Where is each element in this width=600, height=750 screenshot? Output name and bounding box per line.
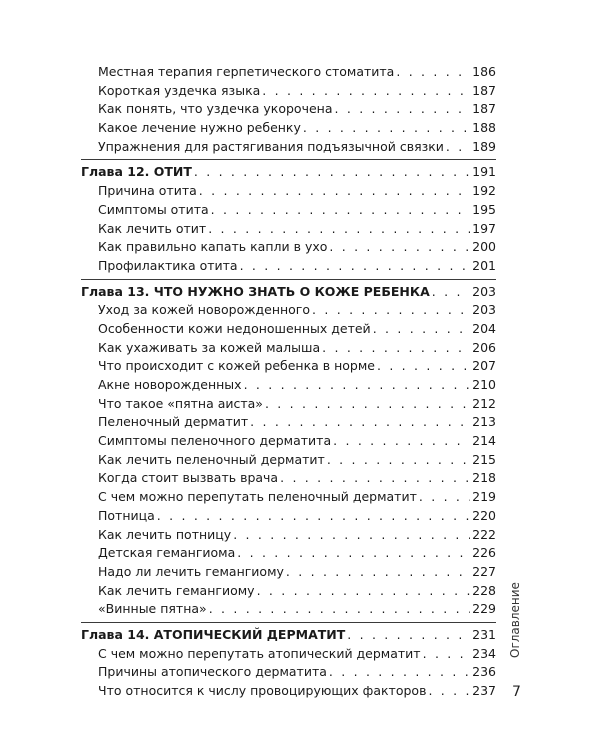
toc-entry[interactable] [81,63,496,82]
toc-leader-dots [432,283,470,302]
toc-leader-dots [329,663,470,682]
toc-entry[interactable] [81,182,496,201]
toc-leader-dots [211,201,470,220]
toc-entry[interactable] [81,395,496,414]
toc-entry[interactable] [81,645,496,664]
toc-entry[interactable] [81,339,496,358]
toc-entry-page: 227 [472,563,496,579]
toc-entry-title: Как правильно капать капли в ухо [98,239,328,255]
toc-entry[interactable] [81,600,496,619]
toc-entry[interactable] [81,469,496,488]
toc-leader-dots [327,451,470,470]
toc-entry-page: 189 [472,138,496,154]
toc-entry-page: 187 [472,101,496,117]
toc-entry-title: Уход за кожей новорожденного [98,302,311,318]
toc-entry[interactable] [81,138,496,157]
toc-leader-dots [240,257,471,276]
table-of-contents [81,63,496,707]
toc-group-continued [81,63,496,160]
toc-leader-dots [257,582,471,601]
toc-entry-title: Как понять, что уздечка укорочена [98,101,333,117]
toc-entry[interactable] [81,682,496,701]
toc-entry[interactable] [81,119,496,138]
toc-entry-page: 195 [472,201,496,217]
toc-entry[interactable] [81,357,496,376]
toc-entry-page: 229 [472,601,496,617]
toc-leader-dots [250,413,470,432]
toc-entry-title: Как лечить гемангиому [98,582,255,598]
toc-leader-dots [423,645,471,664]
toc-entry-page: 197 [472,220,496,236]
toc-entry-page: 218 [472,470,496,486]
toc-entry[interactable] [81,320,496,339]
toc-entry[interactable] [81,451,496,470]
toc-leader-dots [335,100,471,119]
toc-entry-title: Причины атопического дерматита [98,664,327,680]
toc-entry[interactable] [81,220,496,239]
toc-entry-title: Потница [98,507,155,523]
toc-leader-dots [396,63,470,82]
toc-entry-page: 210 [472,377,496,392]
toc-chapter-14 [81,626,496,704]
toc-entry-page: 200 [472,239,496,255]
toc-leader-dots [373,320,470,339]
toc-entry-page: 207 [472,358,496,374]
chapter-page: 203 [472,283,496,299]
toc-entry[interactable] [81,663,496,682]
chapter-heading[interactable] [81,626,496,645]
toc-entry-page: 213 [472,414,496,430]
chapter-heading[interactable] [81,283,496,302]
toc-entry[interactable] [81,544,496,563]
toc-leader-dots [428,682,470,701]
toc-entry[interactable] [81,526,496,545]
toc-leader-dots [312,301,470,320]
toc-entry-title: Короткая уздечка языка [98,82,261,98]
toc-leader-dots [237,544,470,563]
toc-entry-page: 222 [472,526,496,542]
toc-entry[interactable] [81,488,496,507]
toc-entry-page: 237 [472,683,496,698]
toc-entry[interactable] [81,563,496,582]
toc-leader-dots [244,376,471,395]
chapter-title: Глава 13. ЧТО НУЖНО ЗНАТЬ О КОЖЕ РЕБЕНКА [81,283,430,299]
toc-entry-page: 192 [472,183,496,199]
toc-leader-dots [446,138,470,157]
toc-entry-title: Профилактика отита [98,257,238,273]
toc-entry-title: Как лечить отит [98,220,207,236]
toc-entry-title: Какое лечение нужно ребенку [98,120,301,136]
toc-entry[interactable] [81,376,496,395]
toc-entry-title: Симптомы пеленочного дерматита [98,433,332,449]
toc-leader-dots [280,469,470,488]
toc-entry-title: Особенности кожи недоношенных детей [98,320,371,336]
toc-entry-page: 186 [472,64,496,79]
toc-leader-dots [209,600,470,619]
toc-entry-title: Когда стоит вызвать врача [98,470,279,486]
toc-leader-dots [157,507,470,526]
toc-entry-title: Местная терапия герпетического стоматита [98,64,395,79]
toc-entry-page: 236 [472,664,496,680]
toc-leader-dots [333,432,470,451]
toc-entry-title: Что такое «пятна аиста» [98,395,263,411]
toc-entry-title: С чем можно перепутать атопический дерматит [98,645,421,661]
chapter-title: Глава 12. ОТИТ [81,164,192,180]
toc-entry-page: 234 [472,645,496,661]
toc-entry-title: Детская гемангиома [98,545,236,561]
toc-leader-dots [303,119,470,138]
toc-leader-dots [377,357,470,376]
toc-entry-title: «Винные пятна» [98,601,207,617]
toc-leader-dots [194,163,470,182]
toc-entry-title: Пеленочный дерматит [98,414,249,430]
toc-entry-page: 204 [472,320,496,336]
toc-entry-title: Как ухаживать за кожей малыша [98,339,321,355]
toc-entry[interactable] [81,257,496,276]
toc-leader-dots [199,182,470,201]
toc-entry-page: 206 [472,339,496,355]
chapter-heading[interactable] [81,163,496,182]
toc-entry-title: Что происходит с кожей ребенка в норме [98,358,375,374]
toc-entry-title: Симптомы отита [98,201,209,217]
toc-entry-page: 214 [472,433,496,449]
toc-entry-page: 188 [472,120,496,136]
toc-chapter-12 [81,163,496,279]
toc-leader-dots [419,488,470,507]
toc-leader-dots [347,626,470,645]
toc-entry-title: Как лечить пеленочный дерматит [98,451,325,467]
toc-leader-dots [329,238,470,257]
toc-entry-title: Что относится к числу провоцирующих факторов [98,683,427,698]
toc-entry[interactable] [81,100,496,119]
toc-entry[interactable] [81,82,496,101]
chapter-title: Глава 14. АТОПИЧЕСКИЙ ДЕРМАТИТ [81,626,346,642]
toc-chapter-13 [81,283,496,623]
toc-entry[interactable] [81,507,496,526]
toc-entry[interactable] [81,432,496,451]
toc-entry[interactable] [81,582,496,601]
page-number: 7 [512,684,521,700]
toc-entry[interactable] [81,201,496,220]
toc-entry-title: Надо ли лечить гемангиому [98,563,284,579]
toc-leader-dots [208,220,470,239]
toc-entry-page: 187 [472,82,496,98]
toc-entry[interactable] [81,238,496,257]
section-side-label: Оглавление [508,582,522,658]
chapter-page: 191 [472,164,496,180]
toc-entry[interactable] [81,301,496,320]
toc-entry-page: 219 [472,489,496,505]
toc-entry-page: 201 [472,257,496,273]
toc-entry[interactable] [81,413,496,432]
toc-leader-dots [262,82,470,101]
toc-entry-title: Причина отита [98,183,197,199]
toc-entry-title: С чем можно перепутать пеленочный дерматит [98,489,417,505]
toc-entry-title: Упражнения для растягивания подъязычной связки [98,138,444,154]
toc-leader-dots [286,563,470,582]
toc-entry-page: 203 [472,302,496,318]
toc-entry-title: Как лечить потницу [98,526,232,542]
toc-leader-dots [265,395,470,414]
toc-leader-dots [322,339,470,358]
toc-entry-page: 212 [472,395,496,411]
toc-entry-page: 226 [472,545,496,561]
toc-leader-dots [233,526,470,545]
chapter-page: 231 [472,626,496,642]
toc-entry-page: 228 [472,582,496,598]
toc-entry-title: Акне новорожденных [98,377,242,392]
toc-entry-page: 215 [472,451,496,467]
toc-entry-page: 220 [472,507,496,523]
